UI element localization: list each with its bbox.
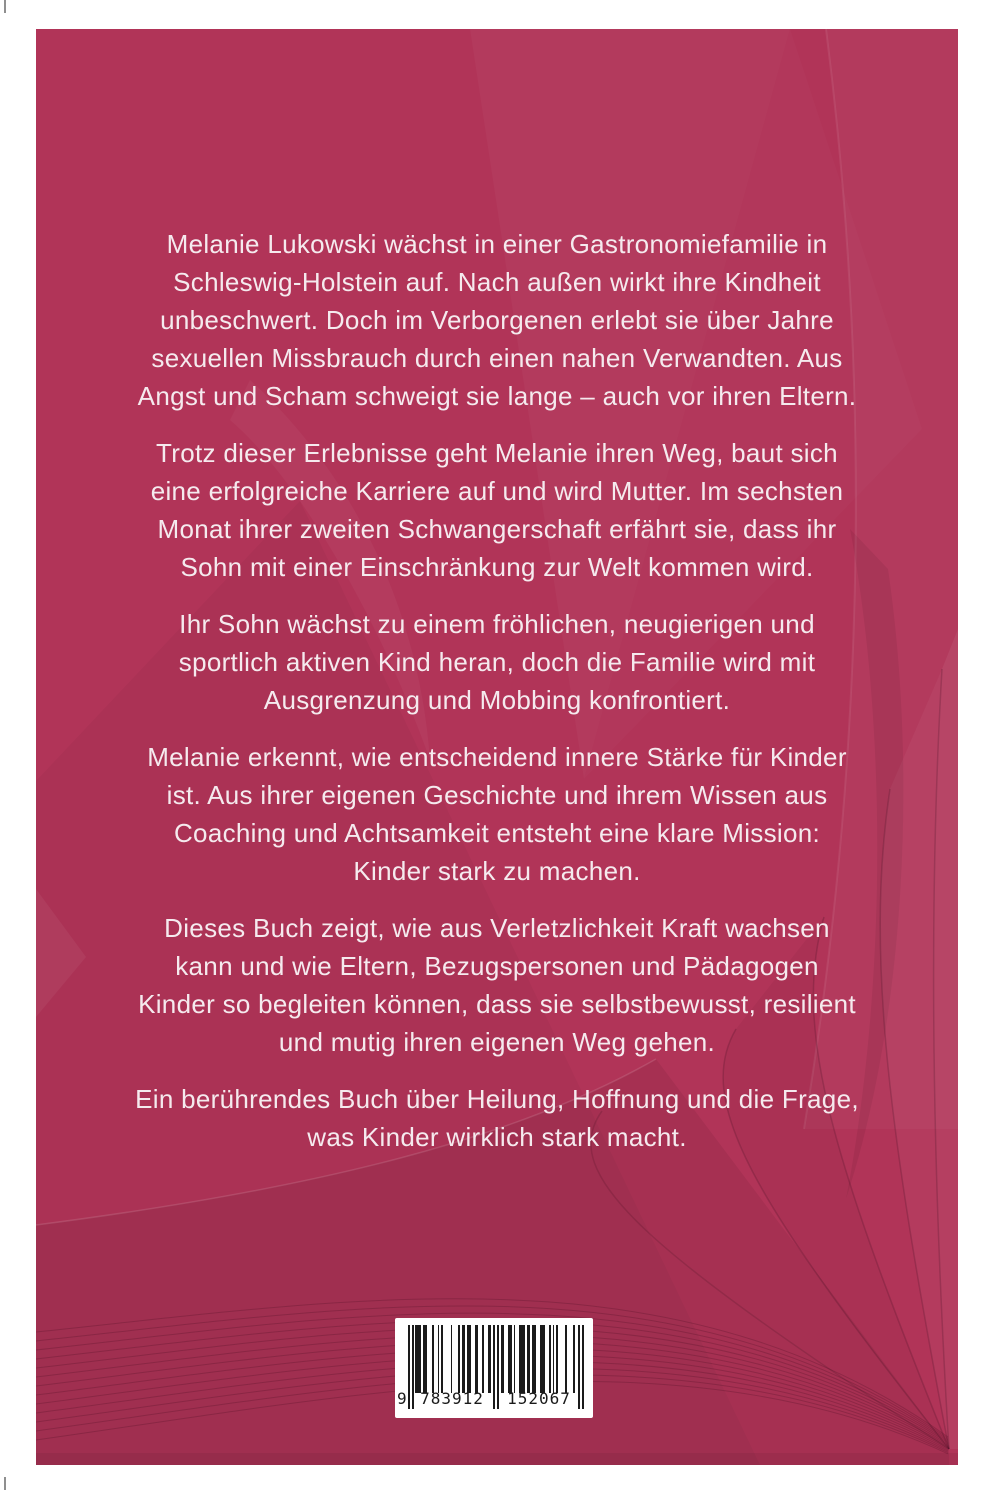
barcode-digits-right: 152067 [507,1389,571,1408]
crop-mark-bottom-left [4,1477,6,1490]
blurb-paragraph: Ihr Sohn wächst zu einem fröhlichen, neugierigen und sportlich aktiven Kind heran, doch die Familie wird mit Ausgrenzung und Mobbing konfrontiert. [178,609,816,715]
blurb-paragraph: Trotz dieser Erlebnisse geht Melanie ihren Weg, baut sich eine erfolgreiche Karriere auf und wird Mutter. Im sechsten Monat ihrer zweiten Schwangerschaft erfährt sie, dass ihr Sohn mit einer Einschränkung zur Welt kommen wird. [150,438,844,582]
blurb-paragraph: Melanie erkennt, wie entscheidend innere Stärke für Kinder ist. Aus ihrer eigenen Geschichte und ihrem Wissen aus Coaching und Achtsamkeit entsteht eine klare Mission: Kinder stark zu machen. [147,742,847,886]
blurb-paragraph: Ein berührendes Buch über Heilung, Hoffnung und die Frage, was Kinder wirklich stark macht. [135,1084,859,1152]
blurb-text-block [135,225,859,1175]
crop-mark-top-left [4,0,6,13]
blurb-paragraph: Melanie Lukowski wächst in einer Gastronomiefamilie in Schleswig-Holstein auf. Nach außen wirkt ihre Kindheit unbeschwert. Doch im Verborgenen erlebt sie über Jahre sexuellen Missbrauch durch einen nahen Verwandten. Aus Angst und Scham schweigt sie lange – auch vor ihren Eltern. [137,229,857,411]
ean13-barcode [395,1318,593,1418]
barcode-digits-left: 783912 [420,1389,484,1408]
blurb-paragraph: Dieses Buch zeigt, wie aus Verletzlichkeit Kraft wachsen kann und wie Eltern, Bezugspersonen und Pädagogen Kinder so begleiten können, dass sie selbstbewusst, resilient und mutig ihren eigenen Weg gehen. [138,913,856,1057]
back-cover [36,29,958,1465]
barcode-digit-first: 9 [397,1389,408,1408]
